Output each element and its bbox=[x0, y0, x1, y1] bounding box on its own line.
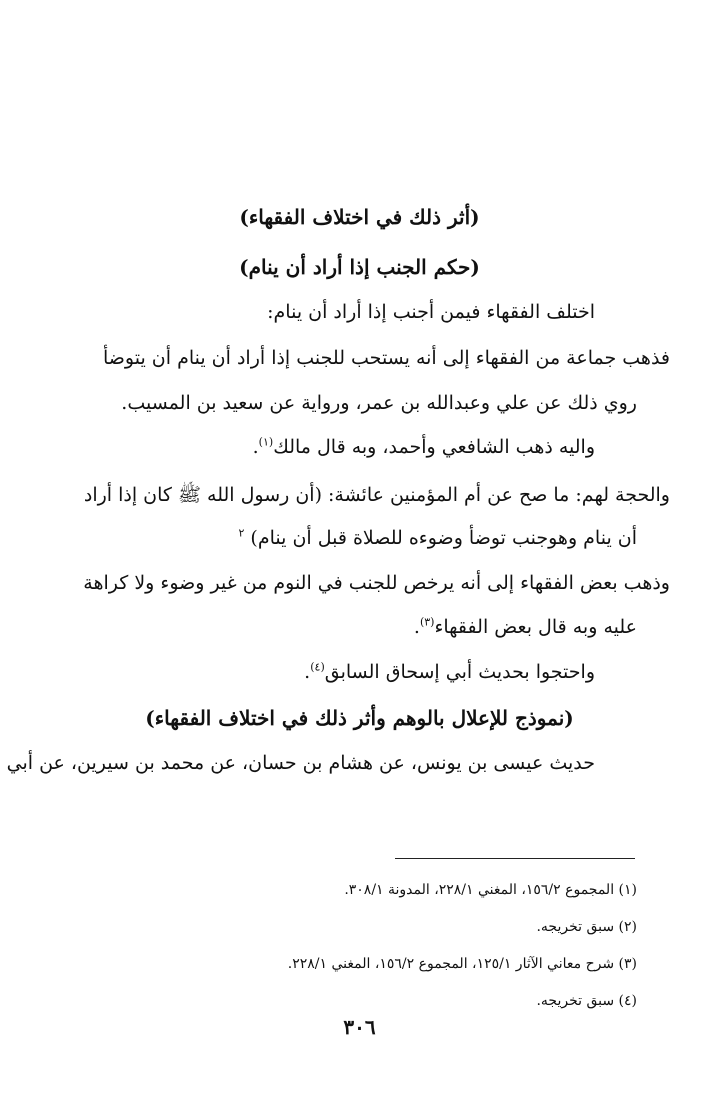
footnote-divider bbox=[395, 858, 635, 859]
section-heading-effect: (أثر ذلك في اختلاف الفقهاء) bbox=[239, 205, 480, 229]
paragraph-second-opinion-text: عليه وبه قال بعض الفقهاء bbox=[434, 616, 637, 638]
footnote-1: (١) المجموع ١٥٦/٢، المغني ٢٢٨/١، المدونة ٣٠٨/١. bbox=[344, 882, 637, 898]
footnote-ref-1: (١) bbox=[258, 435, 274, 449]
paragraph-argument-text: واحتجوا بحديث أبي إسحاق السابق bbox=[324, 661, 595, 683]
paragraph-first-opinion-line-2: روي ذلك عن علي وعبدالله بن عمر، ورواية عن سعيد بن المسيب. bbox=[121, 392, 637, 414]
footnote-ref-4: (٤) bbox=[310, 660, 325, 674]
paragraph-hadith-chain: حديث عيسى بن يونس، عن هشام بن حسان، عن محمد بن سيرين، عن أبي bbox=[6, 752, 595, 774]
paragraph-evidence-line-2 bbox=[238, 525, 637, 551]
paragraph-evidence-text: أن ينام وهوجنب توضأ وضوءه للصلاة قبل أن ينام) bbox=[250, 527, 637, 549]
paragraph-schools-end: . bbox=[252, 436, 259, 458]
footnote-2: (٢) سبق تخريجه. bbox=[536, 919, 637, 935]
footnote-3: (٣) شرح معاني الآثار ١٢٥/١، المجموع ١٥٦/٢، المغني ٢٢٨/١. bbox=[287, 956, 637, 972]
paragraph-argument bbox=[304, 659, 595, 685]
paragraph-first-opinion-line-1: فذهب جماعة من الفقهاء إلى أنه يستحب للجنب إذا أراد أن ينام أن يتوضأ bbox=[103, 347, 670, 369]
paragraph-intro: اختلف الفقهاء فيمن أجنب إذا أراد أن ينام: bbox=[267, 301, 595, 323]
paragraph-second-opinion-end: . bbox=[413, 616, 420, 638]
paragraph-schools-text: واليه ذهب الشافعي وأحمد، وبه قال مالك bbox=[273, 436, 595, 458]
footnote-ref-2: ٢ bbox=[238, 526, 245, 540]
paragraph-second-opinion-line-2 bbox=[414, 614, 637, 640]
paragraph-evidence-line-1: والحجة لهم: ما صح عن أم المؤمنين عائشة: (أن رسول الله ﷺ كان إذا أراد bbox=[83, 484, 670, 506]
paragraph-second-opinion-line-1: وذهب بعض الفقهاء إلى أنه يرخص للجنب في النوم من غير وضوء ولا كراهة bbox=[83, 572, 670, 594]
footnote-4: (٤) سبق تخريجه. bbox=[536, 993, 637, 1009]
footnote-ref-3: (٣) bbox=[419, 615, 435, 629]
page-number: ٣٠٦ bbox=[343, 1015, 376, 1039]
section-heading-model: (نموذج للإعلال بالوهم وأثر ذلك في اختلاف الفقهاء) bbox=[145, 706, 574, 730]
paragraph-argument-end: . bbox=[304, 661, 311, 683]
section-heading-junub-sleep: (حكم الجنب إذا أراد أن ينام) bbox=[239, 255, 480, 279]
paragraph-schools bbox=[253, 434, 595, 460]
